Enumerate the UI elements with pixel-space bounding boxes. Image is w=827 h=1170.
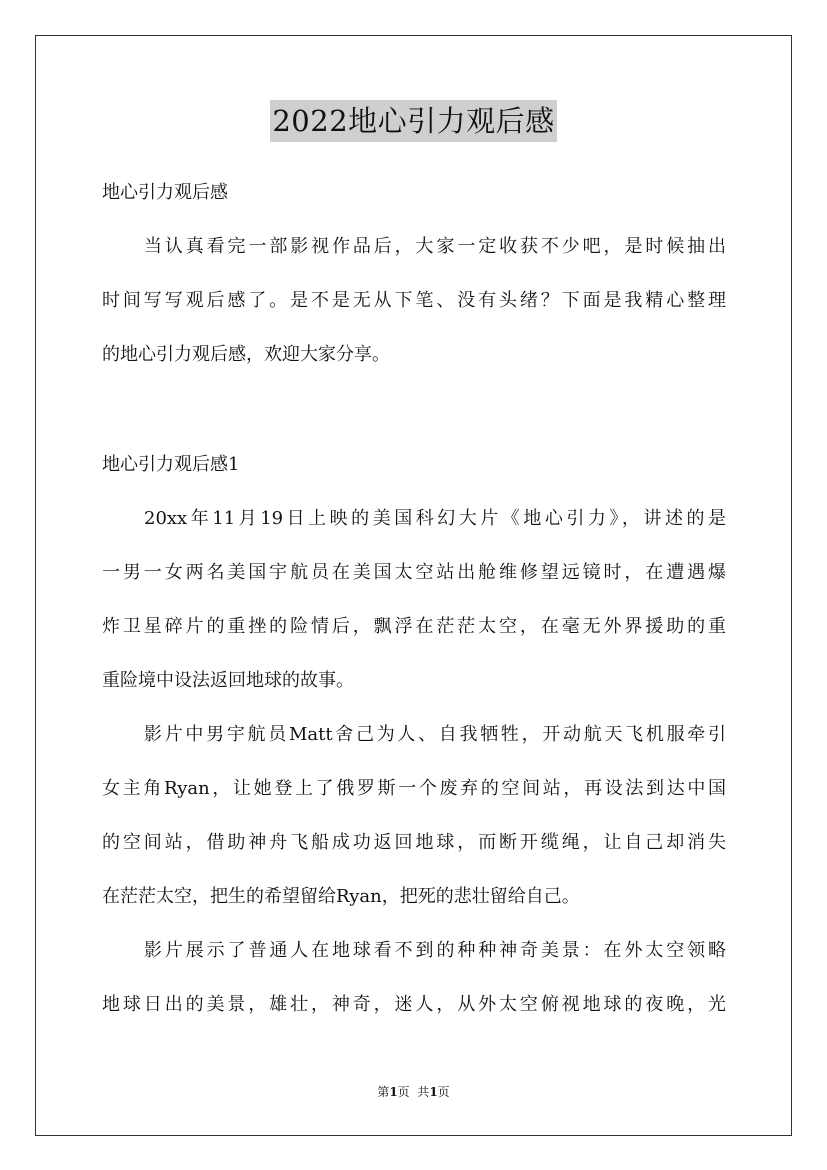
paragraph-2 [102, 720, 726, 936]
intro-line-1: 当认真看完一部影视作品后，大家一定收获不少吧，是时候抽出 [144, 236, 726, 257]
footer-prefix: 第 [377, 1085, 390, 1099]
para2-line-2: 女主角Ryan，让她登上了俄罗斯一个废弃的空间站，再设法到达中国 [102, 778, 726, 799]
para3-line-1: 影片展示了普通人在地球看不到的种种神奇美景：在外太空领略 [144, 940, 726, 961]
para3-line-2: 地球日出的美景，雄壮，神奇，迷人，从外太空俯视地球的夜晚，光 [102, 994, 726, 1015]
para1-line-3: 炸卫星碎片的重挫的险情后，飘浮在茫茫太空，在毫无外界援助的重 [102, 616, 726, 637]
para1-line-2: 一男一女两名美国宇航员在美国太空站出舱维修望远镜时，在遭遇爆 [102, 562, 726, 583]
para1-line-4: 重险境中设法返回地球的故事。 [102, 670, 354, 691]
intro-paragraph [102, 232, 726, 394]
para2-line-1: 影片中男宇航员Matt舍己为人、自我牺牲，开动航天飞机服牵引 [144, 724, 726, 745]
footer-page-number: 1 [389, 1085, 398, 1099]
footer-total-pages: 1 [429, 1085, 438, 1099]
page-footer [0, 1083, 827, 1101]
para1-line-1: 20xx年11月19日上映的美国科幻大片《地心引力》，讲述的是 [144, 508, 726, 529]
para2-line-3: 的空间站，借助神舟飞船成功返回地球，而断开缆绳，让自己却消失 [102, 832, 726, 853]
document-subtitle: 地心引力观后感 [102, 182, 228, 203]
paragraph-1 [102, 504, 726, 720]
title-container [0, 100, 827, 142]
document-title: 2022地心引力观后感 [270, 100, 556, 142]
paragraph-3 [102, 936, 726, 1044]
footer-mid: 页 共 [397, 1085, 430, 1099]
para2-line-4: 在茫茫太空，把生的希望留给Ryan，把死的悲壮留给自己。 [102, 886, 580, 907]
footer-suffix: 页 [437, 1085, 450, 1099]
intro-line-3: 的地心引力观后感，欢迎大家分享。 [102, 344, 390, 365]
intro-line-2: 时间写写观后感了。是不是无从下笔、没有头绪？下面是我精心整理 [102, 290, 726, 311]
section-heading: 地心引力观后感1 [102, 454, 240, 475]
